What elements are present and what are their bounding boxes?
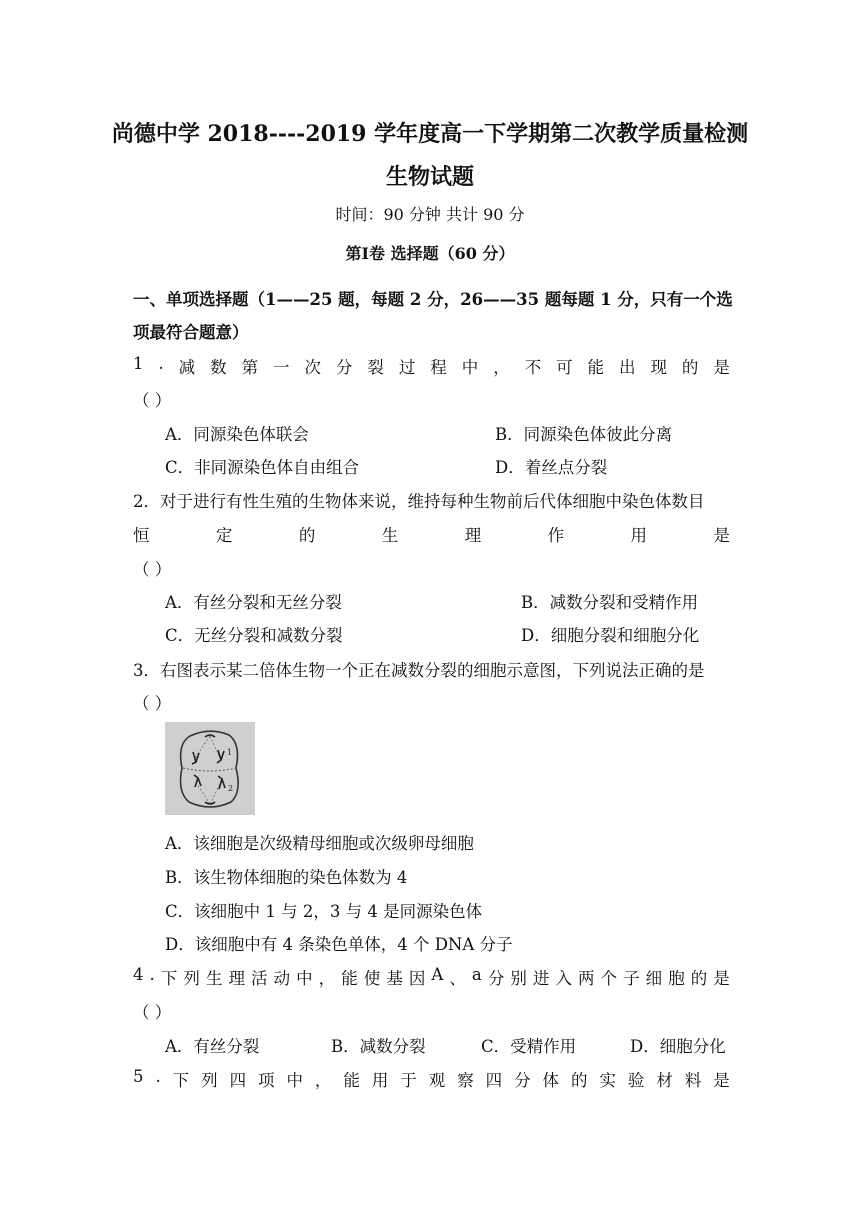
stem-char: . [149, 965, 155, 984]
exam-title-line2: 生物试题 [385, 164, 474, 190]
stem-char: 基 [386, 969, 403, 988]
stem-char: 别 [510, 969, 527, 988]
stem-char: 1 [133, 354, 144, 373]
chromosome [217, 750, 224, 763]
centrosome-bottom [205, 802, 215, 804]
question-4-option-a: A．有丝分裂 [165, 1037, 260, 1056]
spindle-fiber [210, 736, 220, 758]
stem-char: 是 [713, 526, 730, 545]
question-1-bracket: （ ） [133, 391, 172, 410]
question-4-bracket: （ ） [133, 1003, 172, 1022]
stem-char: 分 [487, 969, 505, 988]
stem-char: 4 [133, 965, 144, 984]
question-2-option-c: C．无丝分裂和减数分裂 [165, 626, 343, 645]
question-1-option-c: C．非同源染色体自由组合 [165, 458, 360, 477]
stem-char: 两 [578, 969, 595, 988]
question-2-stem-line1: 2．对于进行有性生殖的生物体来说，维持每种生物前后代体细胞中染色体数目 [133, 492, 705, 511]
question-5-stem [133, 1067, 730, 1091]
question-3-option-c: C．该细胞中 1 与 2，3 与 4 是同源染色体 [165, 902, 483, 921]
stem-char: ， [493, 358, 510, 377]
question-3-option-b: B．该生物体细胞的染色体数为 4 [165, 868, 408, 887]
stem-char: a [471, 965, 482, 984]
spindle-fiber [197, 784, 210, 804]
stem-char: 过 [398, 358, 416, 377]
cell-membrane [181, 731, 239, 807]
stem-char: 的 [571, 1071, 588, 1090]
stem-char: 用 [630, 526, 648, 545]
stem-char: A [431, 965, 444, 984]
time-info: 时间：90 分钟 共计 90 分 [335, 205, 525, 224]
stem-char: 分 [335, 358, 353, 377]
stem-char: 一 [273, 358, 290, 377]
stem-char: 于 [400, 1071, 417, 1090]
stem-char: 材 [656, 1071, 673, 1090]
question-4-option-d: D．细胞分化 [630, 1037, 726, 1056]
stem-char: 中 [296, 969, 313, 988]
question-1-stem [133, 354, 730, 378]
stem-char: 四 [229, 1071, 247, 1090]
stem-char: 因 [408, 969, 426, 988]
stem-char: 动 [273, 969, 291, 988]
chromosome-label-1: 1 [227, 748, 233, 757]
stem-char: 能 [343, 1071, 360, 1090]
stem-char: 验 [627, 1071, 645, 1090]
stem-char: 恒 [133, 526, 150, 545]
stem-char: 胞 [668, 969, 685, 988]
exam-title-line1: 尚德中学 2018----2019 学年度高一下学期第二次教学质量检测 [111, 121, 749, 147]
stem-char: 程 [430, 358, 447, 377]
stem-char: 的 [690, 969, 708, 988]
spindle-fiber [195, 736, 210, 758]
stem-char: 减 [178, 358, 196, 377]
stem-char: 不 [524, 358, 542, 377]
section-heading-line1: 一、单项选择题（1——25 题，每题 2 分，26——35 题每题 1 分，只有一个选 [133, 290, 733, 309]
stem-char: 生 [205, 969, 223, 988]
stem-char: 四 [485, 1071, 503, 1090]
stem-char: 出 [619, 358, 636, 377]
cell-diagram-svg [165, 722, 255, 815]
question-3-option-a: A．该细胞是次级精母细胞或次级卵母细胞 [165, 834, 474, 853]
stem-char: 、 [449, 969, 466, 988]
question-3-option-d: D．该细胞中有 4 条染色单体，4 个 DNA 分子 [165, 935, 513, 954]
stem-char: 用 [371, 1071, 389, 1090]
stem-char: 活 [251, 969, 268, 988]
cell-division-diagram [165, 722, 255, 815]
question-1-option-d: D．着丝点分裂 [495, 458, 608, 477]
stem-char: 理 [228, 969, 245, 988]
stem-char: 实 [599, 1071, 616, 1090]
stem-char: 体 [542, 1071, 560, 1090]
stem-char: 细 [645, 969, 663, 988]
question-2-option-a: A．有丝分裂和无丝分裂 [165, 593, 342, 612]
stem-char: 生 [381, 526, 399, 545]
stem-char: 列 [201, 1071, 218, 1090]
stem-char: 个 [600, 969, 618, 988]
stem-char: 理 [464, 526, 482, 545]
question-2-option-d: D．细胞分裂和细胞分化 [521, 626, 700, 645]
question-1-option-b: B．同源染色体彼此分离 [495, 425, 673, 444]
question-3-bracket: （ ） [133, 694, 172, 713]
question-1-option-a: A．同源染色体联会 [165, 425, 309, 444]
volume-title: 第Ⅰ卷 选择题（60 分） [345, 244, 515, 263]
question-4-option-b: B．减数分裂 [331, 1037, 426, 1056]
stem-char: 中 [286, 1071, 303, 1090]
stem-char: 下 [160, 969, 178, 988]
chromosome [218, 776, 225, 789]
stem-char: 作 [547, 526, 565, 545]
stem-char: 察 [457, 1071, 474, 1090]
section-heading-line2: 项最符合题意） [133, 323, 249, 342]
question-4-option-c: C．受精作用 [481, 1037, 577, 1056]
spindle-fiber [210, 784, 220, 804]
stem-char: 列 [183, 969, 200, 988]
stem-char: 观 [428, 1071, 446, 1090]
stem-char: 第 [241, 358, 259, 377]
stem-char: 料 [684, 1071, 702, 1090]
stem-char: 次 [304, 358, 321, 377]
stem-char: 的 [298, 526, 316, 545]
stem-char: 5 [133, 1067, 144, 1086]
chromosome [192, 752, 199, 764]
stem-char: 可 [556, 358, 573, 377]
stem-char: 能 [341, 969, 358, 988]
stem-char: 中 [461, 358, 479, 377]
chromosome [194, 775, 201, 787]
stem-char: 是 [713, 358, 730, 377]
stem-char: 使 [363, 969, 381, 988]
chromosome-label-2: 2 [228, 784, 234, 793]
question-4-stem [133, 965, 730, 989]
question-3-stem: 3．右图表示某二倍体生物一个正在减数分裂的细胞示意图，下列说法正确的是 [133, 661, 705, 680]
stem-char: 裂 [367, 358, 384, 377]
stem-char: 数 [210, 358, 227, 377]
question-2-bracket: （ ） [133, 560, 172, 579]
stem-char: ， [318, 969, 336, 988]
stem-char: 项 [258, 1071, 275, 1090]
stem-char: 进 [532, 969, 550, 988]
stem-char: 下 [172, 1071, 190, 1090]
stem-char: 的 [681, 358, 699, 377]
stem-char: 是 [713, 1071, 730, 1090]
cell-equator [183, 768, 237, 771]
stem-char: . [155, 1067, 161, 1086]
stem-char: 分 [514, 1071, 531, 1090]
stem-char: 入 [555, 969, 572, 988]
stem-char: 子 [623, 969, 640, 988]
stem-char: 现 [650, 358, 667, 377]
stem-char: 能 [587, 358, 605, 377]
stem-char: 是 [713, 969, 730, 988]
stem-char: . [158, 354, 164, 373]
question-2-stem-line2 [133, 522, 730, 546]
question-2-option-b: B．减数分裂和受精作用 [521, 593, 699, 612]
stem-char: 定 [215, 526, 233, 545]
stem-char: ， [314, 1071, 332, 1090]
